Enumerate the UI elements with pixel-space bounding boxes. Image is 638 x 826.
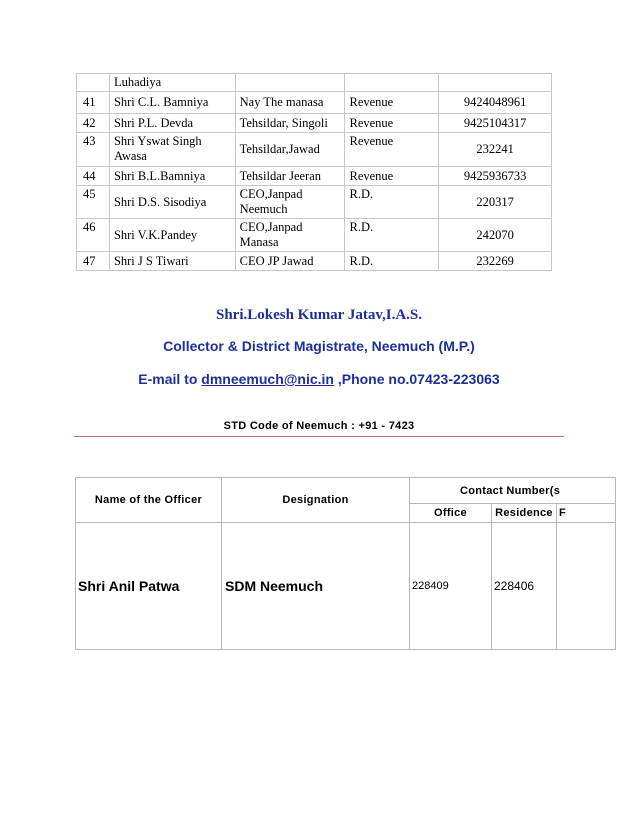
officer-name: Luhadiya <box>109 74 235 92</box>
officer-department: Revenue <box>345 114 439 133</box>
officer-phone: 9425936733 <box>439 167 552 186</box>
table-row <box>77 186 552 219</box>
officer-phone: 9425104317 <box>439 114 552 133</box>
row-number: 43 <box>77 133 110 167</box>
table-row <box>77 133 552 167</box>
officer-designation: CEO,Janpad Manasa <box>235 219 345 252</box>
table-row <box>77 92 552 114</box>
header-officer-name: Name of the Officer <box>76 478 222 523</box>
officer-name: Shri V.K.Pandey <box>109 219 235 252</box>
officer-designation: CEO,Janpad Neemuch <box>235 186 345 219</box>
officer-designation: Nay The manasa <box>235 92 345 114</box>
row-number: 41 <box>77 92 110 114</box>
officer-phone <box>439 74 552 92</box>
officer-name: Shri J S Tiwari <box>109 252 235 271</box>
officer-name: Shri B.L.Bamniya <box>109 167 235 186</box>
row-number: 46 <box>77 219 110 252</box>
officer-phone: 242070 <box>439 219 552 252</box>
phone-text: ,Phone no.07423-223063 <box>333 371 500 387</box>
header-extra: F <box>557 504 616 523</box>
officers-table <box>76 73 552 271</box>
std-code-line: STD Code of Neemuch : +91 - 7423 <box>223 420 415 432</box>
table-header-row <box>76 478 616 504</box>
officer-designation: Tehsildar, Singoli <box>235 114 345 133</box>
header-designation: Designation <box>222 478 410 523</box>
officer-designation <box>235 74 345 92</box>
row-number: 44 <box>77 167 110 186</box>
row-number <box>77 74 110 92</box>
table-row <box>77 219 552 252</box>
row-number: 47 <box>77 252 110 271</box>
officer-department: Revenue <box>345 133 439 167</box>
office-number: 228409 <box>410 523 492 650</box>
divider <box>74 436 564 437</box>
officer-phone: 232269 <box>439 252 552 271</box>
extra-cell <box>557 523 616 650</box>
table-row <box>77 74 552 92</box>
email-prefix: E-mail to <box>138 371 202 387</box>
officer-department: Revenue <box>345 92 439 114</box>
header-office: Office <box>410 504 492 523</box>
header-residence: Residence <box>492 504 557 523</box>
officer-department: R.D. <box>345 252 439 271</box>
officer-designation: SDM Neemuch <box>222 523 410 650</box>
table-row <box>77 114 552 133</box>
officer-name: Shri C.L. Bamniya <box>109 92 235 114</box>
officer-name: Shri Yswat Singh Awasa <box>109 133 235 167</box>
email-link[interactable]: dmneemuch@nic.in <box>201 371 334 387</box>
officer-phone: 220317 <box>439 186 552 219</box>
row-number: 45 <box>77 186 110 219</box>
table-row <box>77 252 552 271</box>
officer-phone: 232241 <box>439 133 552 167</box>
officer-department <box>345 74 439 92</box>
officer-name: Shri D.S. Sisodiya <box>109 186 235 219</box>
officer-designation: Tehsildar,Jawad <box>235 133 345 167</box>
officer-department: Revenue <box>345 167 439 186</box>
officer-designation: Tehsildar Jeeran <box>235 167 345 186</box>
residence-number: 228406 <box>492 523 557 650</box>
contact-table <box>75 477 616 650</box>
table-row <box>76 523 616 650</box>
officer-department: R.D. <box>345 186 439 219</box>
officer-name: Shri P.L. Devda <box>109 114 235 133</box>
contact-table-wrapper <box>75 477 567 649</box>
header-contact-numbers: Contact Number(s <box>410 478 616 504</box>
officer-department: R.D. <box>345 219 439 252</box>
row-number: 42 <box>77 114 110 133</box>
collector-title: Collector & District Magistrate, Neemuch (M.P.) <box>163 338 475 354</box>
officer-name: Shri Anil Patwa <box>76 523 222 650</box>
officer-designation: CEO JP Jawad <box>235 252 345 271</box>
officer-phone: 9424048961 <box>439 92 552 114</box>
contact-line <box>0 371 638 387</box>
collector-name: Shri.Lokesh Kumar Jatav,I.A.S. <box>215 307 422 323</box>
table-row <box>77 167 552 186</box>
